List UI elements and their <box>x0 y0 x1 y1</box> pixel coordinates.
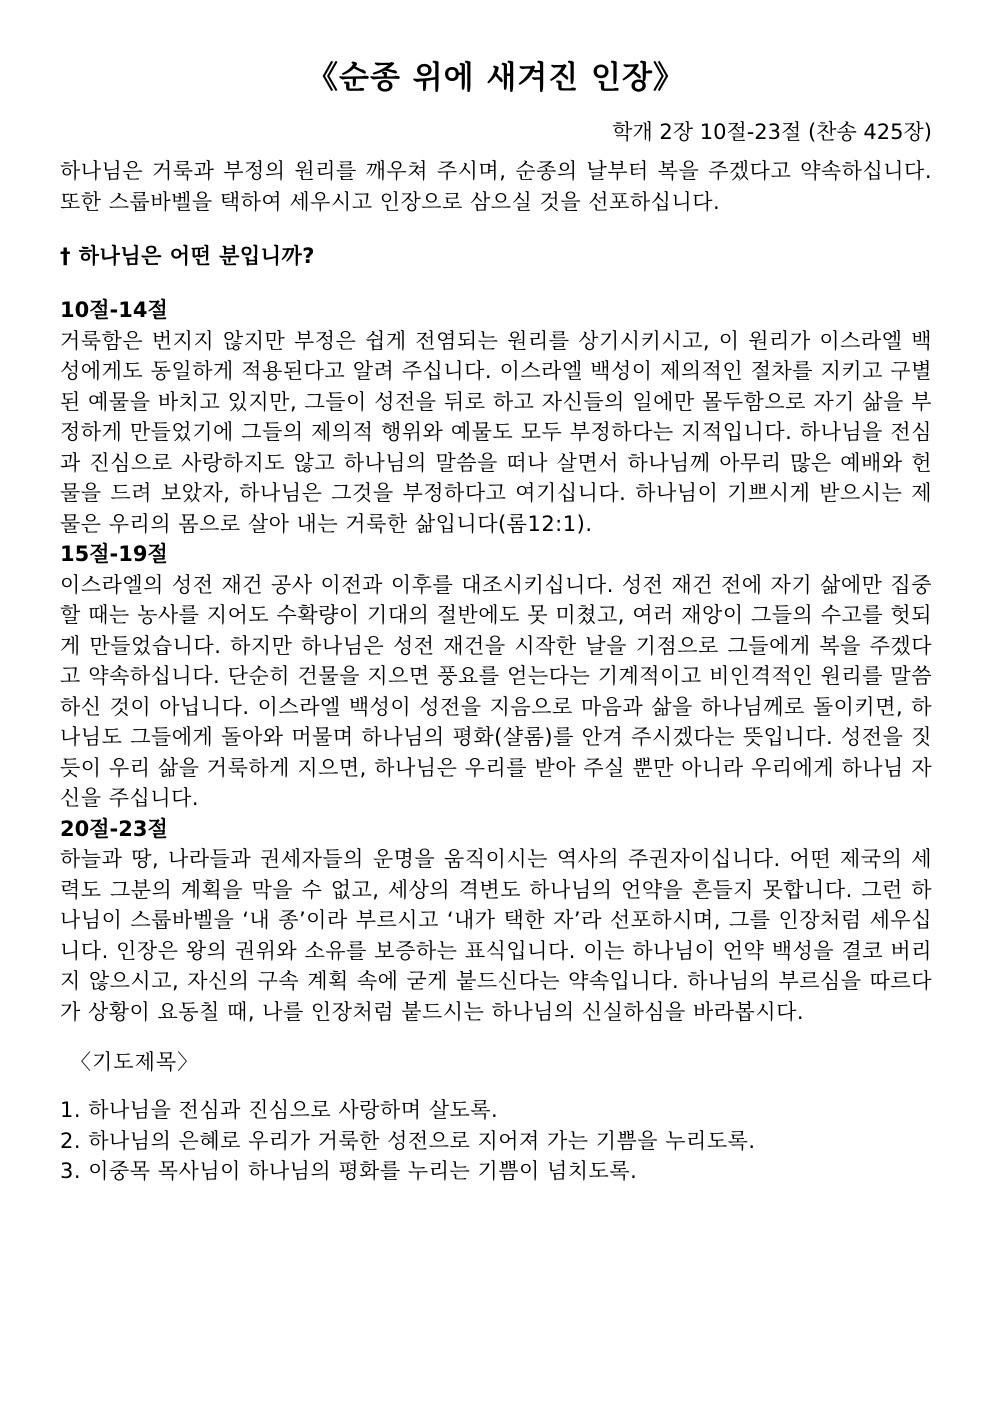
section-body-15-19: 이스라엘의 성전 재건 공사 이전과 이후를 대조시키십니다. 성전 재건 전에 자기 삶에만 집중할 때는 농사를 지어도 수확량이 기대의 절반에도 못 미쳤고, 여러 재앙이 그들의 수고를 헛되게 만들었습니다. 하지만 하나님은 성전 재건을 시작한 날을 기점으로 그들에게 복을 주겠다고 약속하십니다. 단순히 건물을 지으면 풍요를 얻는다는 기계적이고 비인격적인 원리를 말씀하신 것이 아닙니다. 이스라엘 백성이 성전을 지음으로 마음과 삶을 하나님께로 돌이키면, 하나님도 그들에게 돌아와 머물며 하나님의 평화(샬롬)를 안겨 주시겠다는 뜻입니다. 성전을 짓듯이 우리 삶을 거룩하게 지으면, 하나님은 우리를 받아 주실 뿐만 아니라 우리에게 하나님 자신을 주십니다. <box>60 572 932 810</box>
prayer-list <box>60 1095 932 1187</box>
scripture-reference: 학개 2장 10절-23절 (찬송 425장) <box>612 120 932 144</box>
devotional-page <box>60 58 932 1187</box>
prayer-heading: 〈기도제목〉 <box>70 1050 200 1074</box>
prayer-item: 3. 이중목 목사님이 하나님의 평화를 누리는 기쁨이 넘치도록. <box>60 1159 638 1183</box>
document-title: 《순종 위에 새겨진 인장》 <box>307 60 685 96</box>
section-body-10-14: 거룩함은 번지지 않지만 부정은 쉽게 전염되는 원리를 상기시키시고, 이 원리가 이스라엘 백성에게도 동일하게 적용된다고 알려 주십니다. 이스라엘 백성이 제의적인 절차를 지키고 구별된 예물을 바치고 있지만, 그들이 성전을 뒤로 하고 자신들의 일에만 몰두함으로 자기 삶을 부정하게 만들었기에 그들의 제의적 행위와 예물도 모두 부정하다는 지적입니다. 하나님을 전심과 진심으로 사랑하지도 않고 하나님의 말씀을 떠나 살면서 하나님께 아무리 많은 예배와 헌물을 드려 보았자, 하나님은 그것을 부정하다고 여기십니다. 하나님이 기쁘시게 받으시는 제물은 우리의 몸으로 살아 내는 거룩한 삶입니다(롬12:1). <box>60 328 932 536</box>
question-heading: † 하나님은 어떤 분입니까? <box>60 244 315 268</box>
section-heading-20-23: 20절-23절 <box>60 816 168 841</box>
section-heading-10-14: 10절-14절 <box>60 298 168 322</box>
intro-paragraph: 하나님은 거룩과 부정의 원리를 깨우쳐 주시며, 순종의 날부터 복을 주겠다고 약속하십니다. 또한 스룹바벨을 택하여 세우시고 인장으로 삼으실 것을 선포하십니다. <box>60 159 932 214</box>
section-heading-15-19: 15절-19절 <box>60 542 168 566</box>
prayer-item: 2. 하나님의 은혜로 우리가 거룩한 성전으로 지어져 가는 기쁨을 누리도록. <box>60 1128 756 1153</box>
section-body-20-23: 하늘과 땅, 나라들과 권세자들의 운명을 움직이시는 역사의 주권자이십니다. 어떤 제국의 세력도 그분의 계획을 막을 수 없고, 세상의 격변도 하나님의 언약을 흔들지 못합니다. 그런 하나님이 스룹바벨을 ‘내 종’이라 부르시고 ‘내가 택한 자’라 선포하시며, 그를 인장처럼 세우십니다. 인장은 왕의 권위와 소유를 보증하는 표식입니다. 이는 하나님이 언약 백성을 결코 버리지 않으시고, 자신의 구속 계획 속에 굳게 붙드신다는 약속입니다. 하나님의 부르심을 따르다가 상황이 요동칠 때, 나를 인장처럼 붙드시는 하나님의 신실하심을 바라봅시다. <box>60 847 932 1024</box>
prayer-item: 1. 하나님을 전심과 진심으로 사랑하며 살도록. <box>60 1098 499 1122</box>
